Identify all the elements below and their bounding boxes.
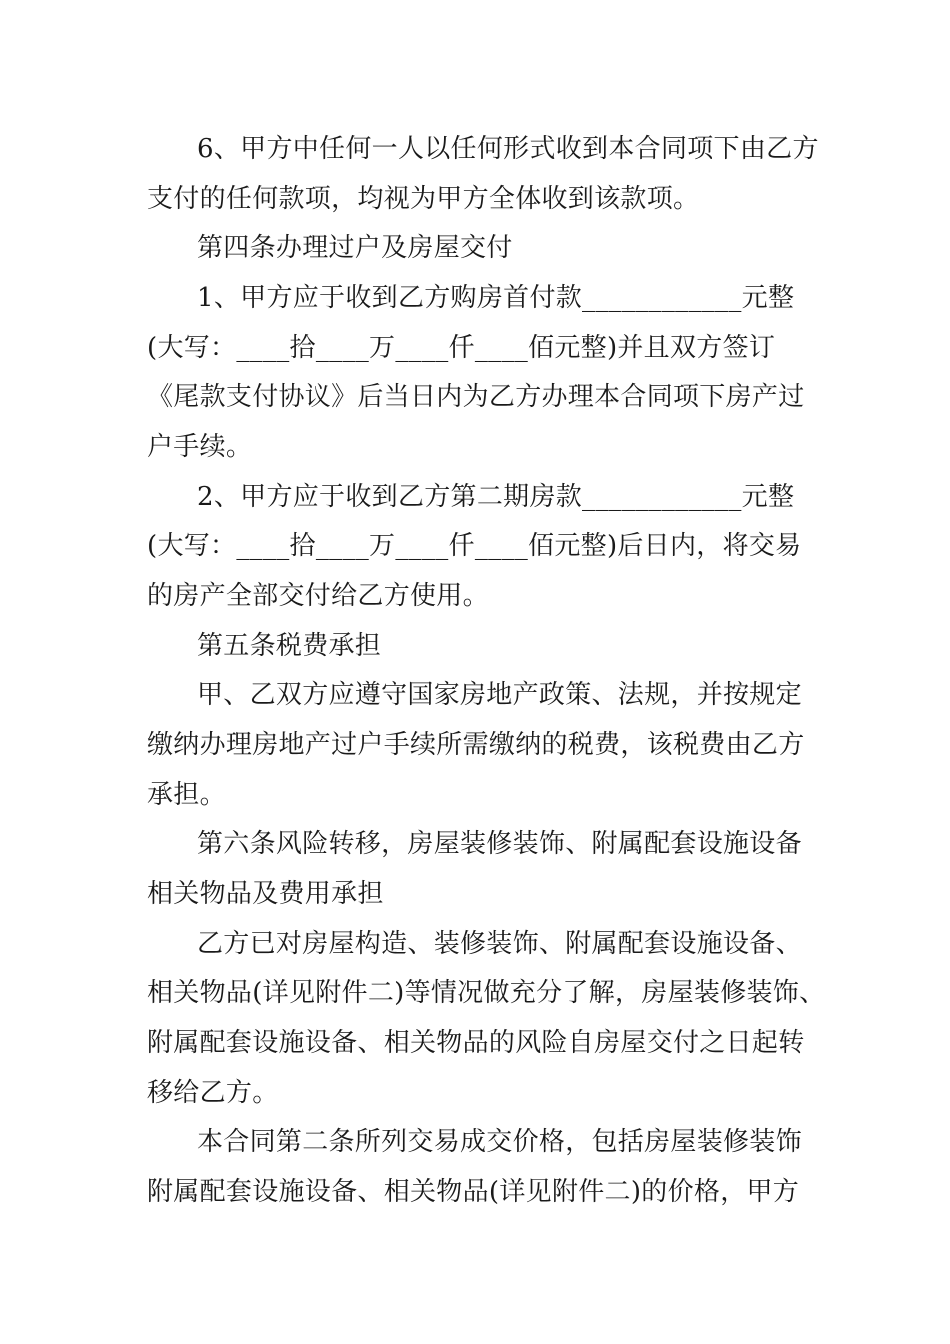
section-heading: 第四条办理过户及房屋交付 [197,233,513,263]
section-heading: 相关物品及费用承担 [147,879,384,909]
text-line: 附属配套设施设备、相关物品(详见附件二)的价格，甲方 [147,1177,800,1207]
text-line: 1、甲方应于收到乙方购房首付款____________元整 [197,283,795,313]
text-line: 相关物品(详见附件二)等情况做充分了解，房屋装修装饰、 [147,978,826,1008]
section-heading: 第六条风险转移，房屋装修装饰、附属配套设施设备 [197,829,802,859]
section-heading: 第五条税费承担 [197,631,382,661]
text-line: 附属配套设施设备、相关物品的风险自房屋交付之日起转 [147,1028,805,1058]
text-line: 支付的任何款项，均视为甲方全体收到该款项。 [147,184,700,214]
text-line: 缴纳办理房地产过户手续所需缴纳的税费，该税费由乙方 [147,730,805,760]
text-line: 的房产全部交付给乙方使用。 [147,581,489,611]
text-line: 《尾款支付协议》后当日内为乙方办理本合同项下房产过 [147,382,805,412]
text-line: 甲、乙双方应遵守国家房地产政策、法规，并按规定 [197,680,802,710]
text-line: 户手续。 [147,432,253,462]
text-line: 移给乙方。 [147,1078,279,1108]
text-line: 2、甲方应于收到乙方第二期房款____________元整 [197,482,795,512]
text-line: (大写：____拾____万____仟____佰元整)并且双方签订 [147,333,776,363]
text-line: (大写：____拾____万____仟____佰元整)后日内，将交易 [147,531,802,561]
text-line: 本合同第二条所列交易成交价格，包括房屋装修装饰 [197,1127,802,1157]
text-line: 承担。 [147,780,226,810]
text-line: 乙方已对房屋构造、装修装饰、附属配套设施设备、 [197,929,802,959]
text-line: 6、甲方中任何一人以任何形式收到本合同项下由乙方 [197,134,819,164]
